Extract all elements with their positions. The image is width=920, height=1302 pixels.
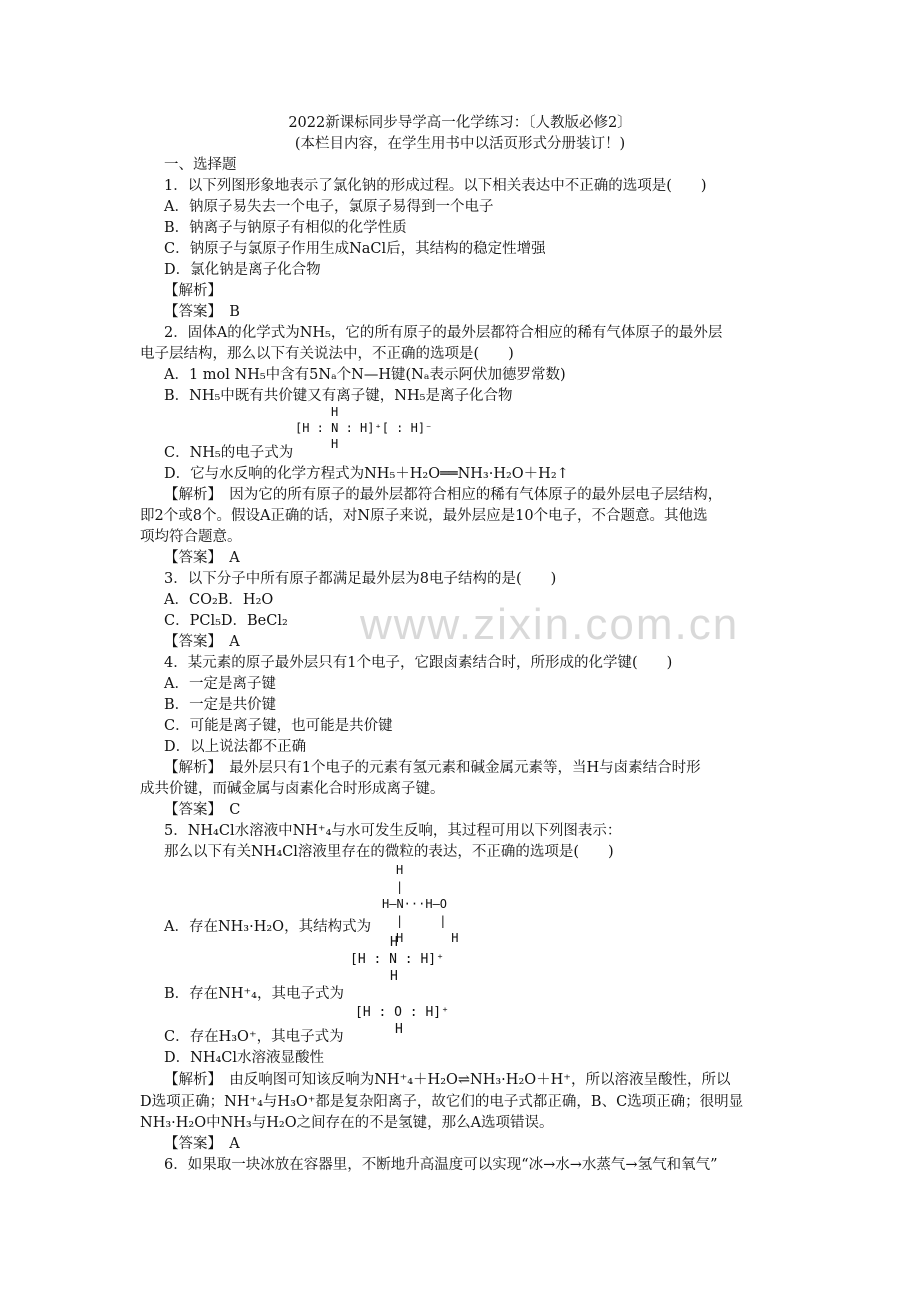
q1-option-c: C．钠原子与氯原子作用生成NaCl后，其结构的稳定性增强: [164, 241, 546, 257]
h3o-electron-formula: [H : O : H]⁺ H: [355, 1005, 449, 1037]
section-heading: 一、选择题: [164, 157, 237, 173]
q2-analysis-cont2: 项均符合题意。: [140, 529, 242, 545]
nh5-electron-formula: H [H : N : H]⁺[ : H]⁻ H: [295, 405, 433, 451]
q2-option-d: D．它与水反响的化学方程式为NH₅＋H₂O══NH₃·H₂O＋H₂↑: [164, 466, 569, 482]
q5-stem: 5．NH₄Cl水溶液中NH⁺₄与水可发生反响，其过程可用以下列图表示：: [164, 823, 622, 839]
q3-options-cd: C．PCl₅D．BeCl₂: [164, 613, 288, 629]
nh4-electron-formula: H [H : N : H]⁺ H: [350, 935, 444, 984]
q3-options-ab: A．CO₂B．H₂O: [164, 592, 274, 608]
q5-analysis-cont1: D选项正确；NH⁺₄与H₃O⁺都是复杂阳离子，故它们的电子式都正确，B、C选项正确；很明显: [140, 1094, 744, 1110]
q5-option-c: C．存在H₃O⁺，其电子式为: [164, 1029, 344, 1045]
q4-option-c: C．可能是离子键，也可能是共价键: [164, 718, 393, 734]
q5-answer: 【答案】 A: [164, 1136, 240, 1152]
q4-stem: 4．某元素的原子最外层只有1个电子，它跟卤素结合时，所形成的化学键( ): [164, 655, 673, 671]
q4-option-b: B．一定是共价键: [164, 697, 277, 713]
q5-option-a: A．存在NH₃·H₂O，其结构式为: [164, 919, 372, 935]
page-title: 2022新课标同步导学高一化学练习：〔人教版必修2〕: [288, 115, 632, 131]
q2-option-c: C．NH₅的电子式为: [164, 445, 294, 461]
q1-option-d: D．氯化钠是离子化合物: [164, 262, 321, 278]
nh3h2o-structural-formula: H | H—N···H—O | | H H: [382, 863, 459, 945]
q2-stem: 2．固体A的化学式为NH₅，它的所有原子的最外层都符合相应的稀有气体原子的最外层: [164, 325, 723, 341]
q2-option-a: A．1 mol NH₅中含有5Nₐ个N—H键(Nₐ表示阿伏加德罗常数): [164, 367, 566, 383]
watermark: www.zixin.com.cn: [360, 600, 740, 649]
q4-answer: 【答案】 C: [164, 802, 241, 818]
q1-analysis: 【解析】: [164, 283, 222, 299]
q1-option-a: A．钠原子易失去一个电子，氯原子易得到一个电子: [164, 199, 494, 215]
q2-analysis-cont1: 即2个或8个。假设A正确的话，对N原子来说，最外层应是10个电子，不合题意。其他选: [140, 508, 708, 524]
q4-option-d: D．以上说法都不正确: [164, 739, 307, 755]
q2-analysis: 【解析】 因为它的所有原子的最外层都符合相应的稀有气体原子的最外层电子层结构，: [164, 487, 723, 503]
q5-option-d: D．NH₄Cl水溶液显酸性: [164, 1050, 325, 1066]
q4-option-a: A．一定是离子键: [164, 676, 276, 692]
q4-analysis-cont: 成共价键，而碱金属与卤素化合时形成离子键。: [140, 781, 445, 797]
page-subtitle: (本栏目内容，在学生用书中以活页形式分册装订！): [294, 136, 626, 152]
q3-stem: 3．以下分子中所有原子都满足最外层为8电子结构的是( ): [164, 571, 557, 587]
q1-stem: 1．以下列图形象地表示了氯化钠的形成过程。以下相关表达中不正确的选项是( ): [164, 178, 707, 194]
q2-option-b: B．NH₅中既有共价键又有离子键，NH₅是离子化合物: [164, 388, 513, 404]
q5-analysis-cont2: NH₃·H₂O中NH₃与H₂O之间存在的不是氢键，那么A选项错误。: [140, 1115, 554, 1131]
q5-stem-cont: 那么以下有关NH₄Cl溶液里存在的微粒的表达，不正确的选项是( ): [164, 844, 614, 860]
q3-answer: 【答案】 A: [164, 634, 240, 650]
q1-option-b: B．钠离子与钠原子有相似的化学性质: [164, 220, 407, 236]
q5-analysis: 【解析】 由反响图可知该反响为NH⁺₄＋H₂O⇌NH₃·H₂O＋H⁺，所以溶液呈酸性，所以: [164, 1072, 731, 1088]
q1-answer: 【答案】 B: [164, 304, 240, 320]
q2-answer: 【答案】 A: [164, 550, 240, 566]
q2-stem-cont: 电子层结构，那么以下有关说法中，不正确的选项是( ): [140, 346, 514, 362]
q6-stem: 6．如果取一块冰放在容器里，不断地升高温度可以实现“冰→水→水蒸气→氢气和氧气”: [164, 1157, 718, 1173]
q4-analysis: 【解析】 最外层只有1个电子的元素有氢元素和碱金属元素等，当H与卤素结合时形: [164, 760, 701, 776]
q5-option-b: B．存在NH⁺₄，其电子式为: [164, 986, 344, 1002]
